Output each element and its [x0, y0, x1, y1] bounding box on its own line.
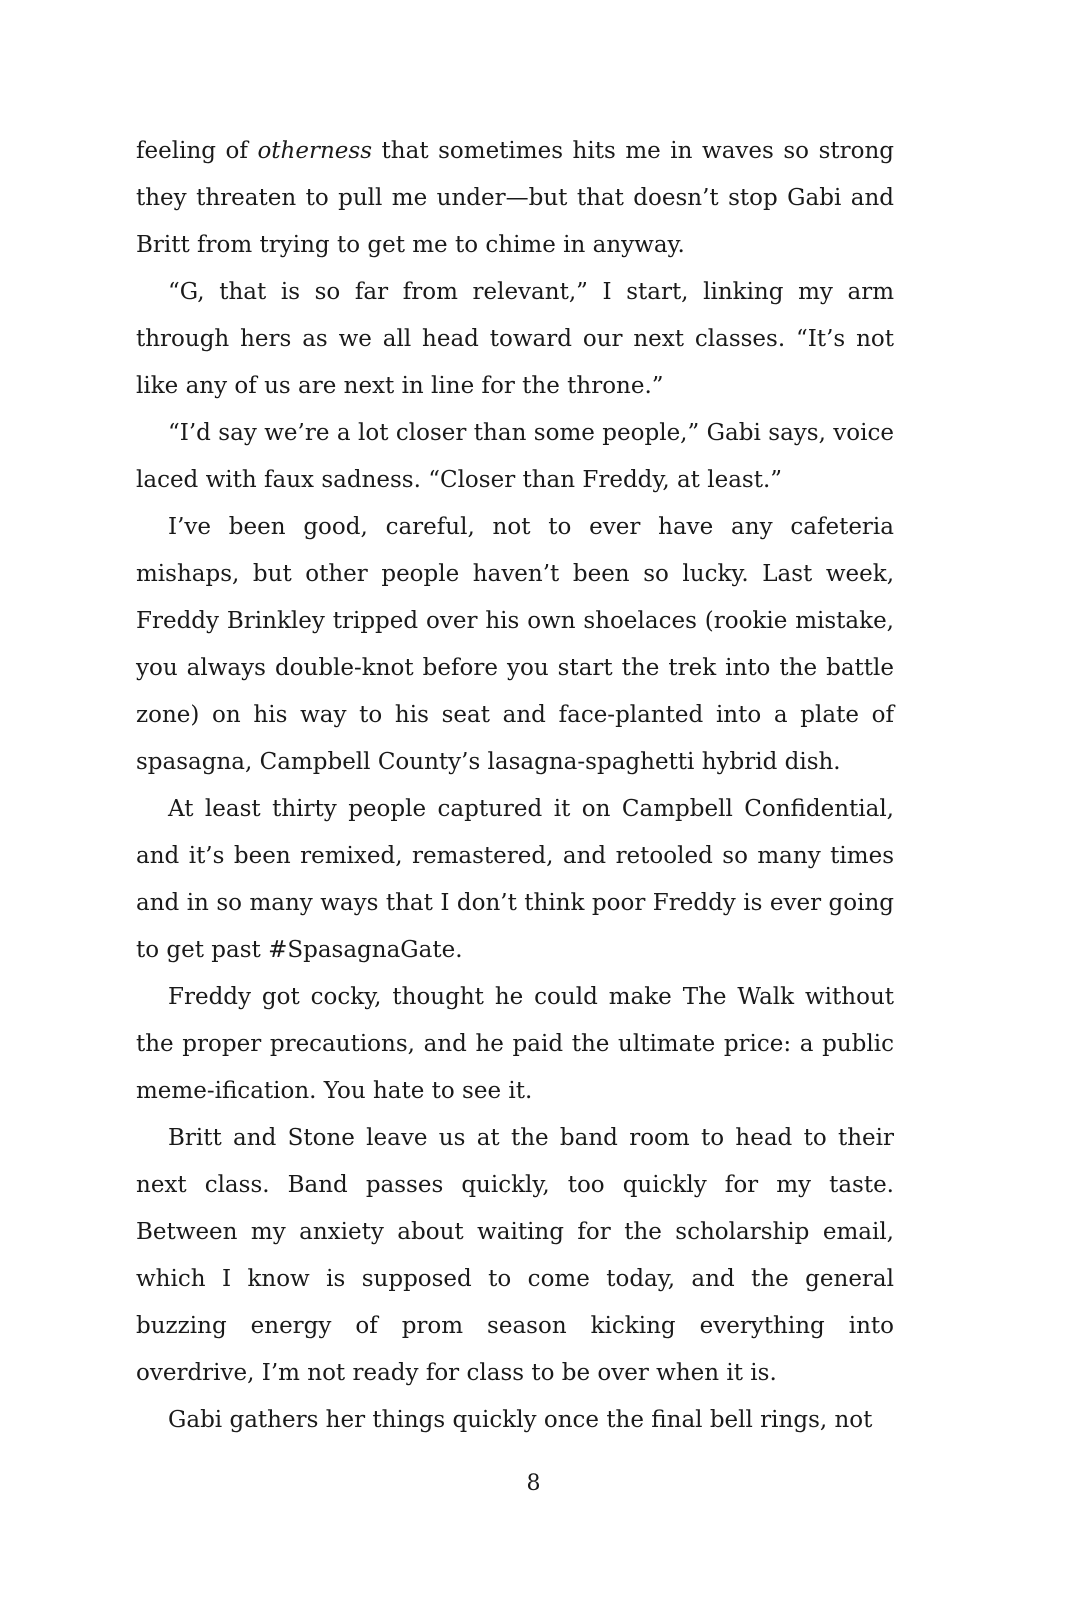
paragraph-text: Freddy got cocky, thought he could make The Walk without the proper precautions, and he paid the ultimate price: a public meme-ification. You hate to see it.: [136, 984, 894, 1104]
page-number: 8: [526, 1471, 541, 1496]
paragraph: [136, 269, 894, 410]
paragraph-text: Gabi gathers her things quickly once the final bell rings, not: [168, 1407, 873, 1433]
paragraph-text: At least thirty people captured it on Campbell Confidential, and it’s been remixed, remastered, and retooled so many times and in so many ways that I don’t think poor Freddy is ever going to get past #SpasagnaGate.: [136, 796, 894, 963]
paragraph-text: “G, that is so far from relevant,” I start, linking my arm through hers as we all head toward our next classes. “It’s not like any of us are next in line for the throne.”: [136, 279, 894, 399]
paragraph-text: “I’d say we’re a lot closer than some people,” Gabi says, voice laced with faux sadness. “Closer than Freddy, at least.”: [136, 420, 894, 493]
paragraph-text: Britt and Stone leave us at the band room to head to their next class. Band passes quickly, too quickly for my taste. Between my anxiety about waiting for the scholarship email, which I know is supposed to come today, and the general buzzing energy of prom season kicking everything into overdrive, I’m not ready for class to be over when it is.: [136, 1125, 894, 1386]
italic-text: otherness: [257, 138, 372, 164]
paragraph-text: I’ve been good, careful, not to ever have any cafeteria mishaps, but other people haven’t been so lucky. Last week, Freddy Brinkley tripped over his own shoelaces (rookie mistake, you always double-knot before you start the trek into the battle zone) on his way to his seat and face-planted into a plate of spasagna, Campbell County’s lasagna-spaghetti hybrid dish.: [136, 514, 894, 775]
paragraph: [136, 1115, 894, 1397]
paragraph: [136, 410, 894, 504]
paragraph: [136, 786, 894, 974]
paragraph: [136, 128, 894, 269]
body-text: [136, 128, 894, 1444]
paragraph-text: that sometimes hits me in waves so strong they threaten to pull me under—but that doesn’t stop Gabi and Britt from trying to get me to chime in anyway.: [136, 138, 894, 258]
paragraph: [136, 504, 894, 786]
paragraph-text: feeling of: [136, 138, 258, 164]
paragraph: [136, 1397, 894, 1444]
paragraph: [136, 974, 894, 1115]
